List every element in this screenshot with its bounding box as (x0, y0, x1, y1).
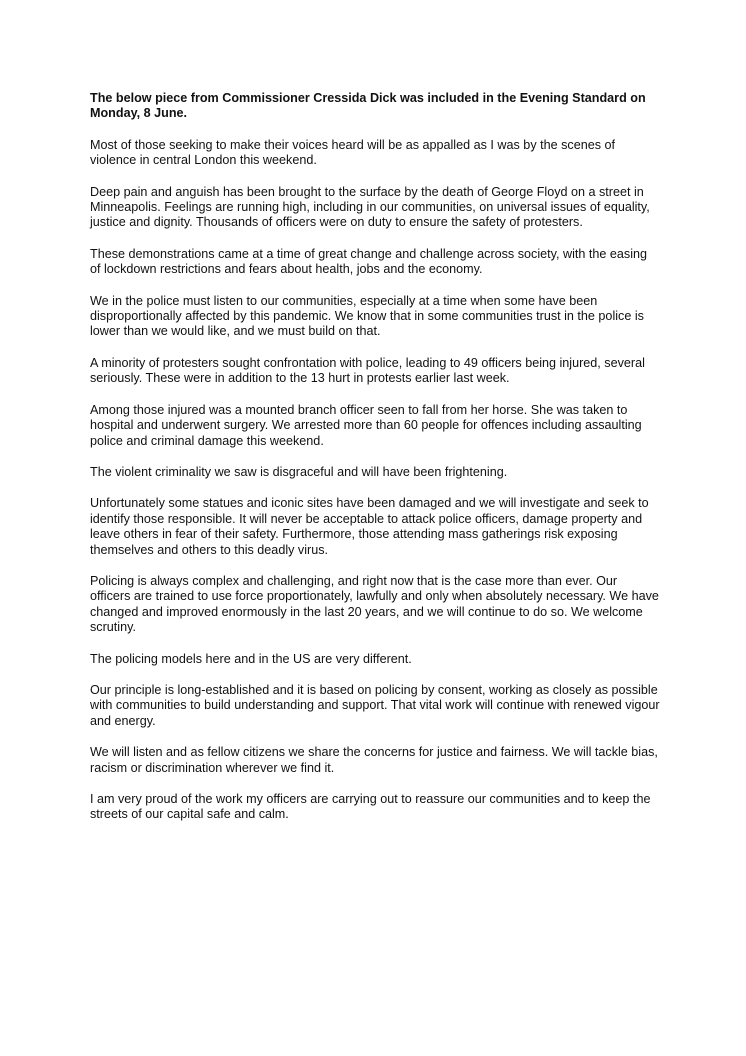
paragraph-9: Policing is always complex and challenging, and right now that is the case more than ever. Our officers are trained to use force proportionately, lawfully and only when absolutely necessary. We have changed and improved enormously in the last 20 years, and we will continue to do so. We welcome scrutiny. (90, 573, 659, 635)
paragraph-7: The violent criminality we saw is disgraceful and will have been frightening. (90, 464, 508, 479)
paragraph-10: The policing models here and in the US are very different. (90, 651, 412, 666)
paragraph-4: We in the police must listen to our communities, especially at a time when some have been disproportionally affected by this pandemic. We know that in some communities trust in the police is lower than we would like, and we must build on that. (90, 293, 644, 339)
paragraph-12: We will listen and as fellow citizens we share the concerns for justice and fairness. We will tackle bias, racism or discrimination wherever we find it. (90, 745, 658, 775)
paragraph-5: A minority of protesters sought confrontation with police, leading to 49 officers being injured, several seriously. These were in addition to the 13 hurt in protests earlier last week. (90, 355, 645, 386)
paragraph-1: Most of those seeking to make their voices heard will be as appalled as I was by the scenes of violence in central London this weekend. (90, 137, 616, 168)
paragraph-13: I am very proud of the work my officers are carrying out to reassure our communities and to keep the streets of our capital safe and calm. (90, 792, 651, 822)
paragraph-8: Unfortunately some statues and iconic sites have been damaged and we will investigate and seek to identify those responsible. It will never be acceptable to attack police officers, damage property and leave others in fear of their safety. Furthermore, those attending mass gatherings risk exposing themselves and others to this deadly virus. (90, 496, 649, 557)
paragraph-11: Our principle is long-established and it is based on policing by consent, working as closely as possible with communities to build understanding and support. That vital work will continue with renewed vigour and energy. (90, 682, 660, 728)
paragraph-3: These demonstrations came at a time of great change and challenge across society, with the easing of lockdown restrictions and fears about health, jobs and the economy. (90, 246, 648, 277)
document-page (90, 91, 660, 839)
paragraph-6: Among those injured was a mounted branch officer seen to fall from her horse. She was taken to hospital and underwent surgery. We arrested more than 60 people for offences including assaulting police and criminal damage this weekend. (90, 402, 642, 448)
paragraph-2: Deep pain and anguish has been brought to the surface by the death of George Floyd on a street in Minneapolis. Feelings are running high, including in our communities, on universal issues of equality, justice and dignity. Thousands of officers were on duty to ensure the safety of protesters. (90, 184, 650, 230)
document-heading: The below piece from Commissioner Cressida Dick was included in the Evening Standard on Monday, 8 June. (90, 91, 646, 121)
